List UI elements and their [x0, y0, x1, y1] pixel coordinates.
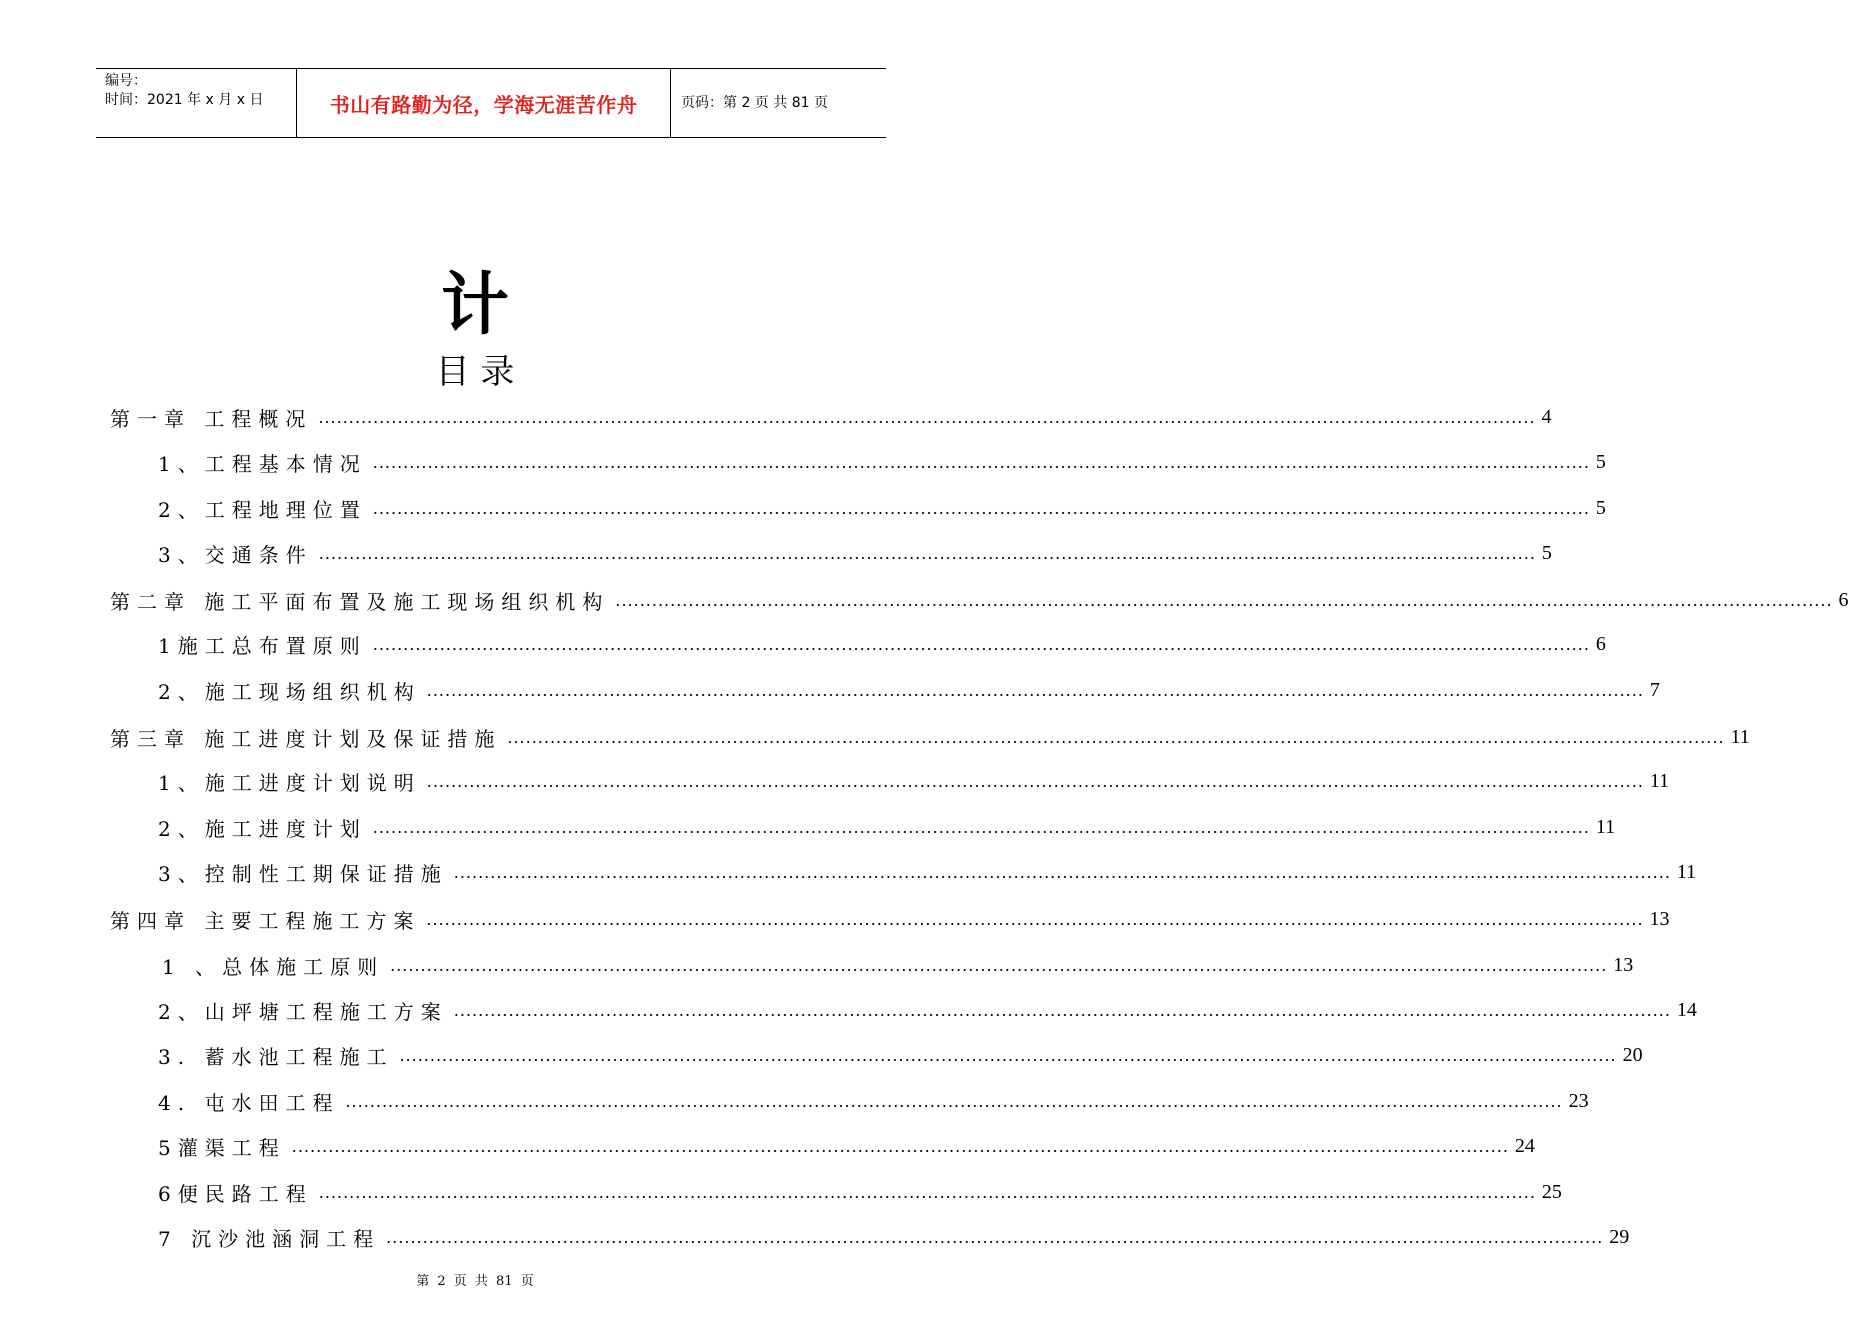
- toc-title: 目 录: [435, 352, 515, 392]
- large-character: 计: [440, 266, 509, 345]
- toc-entry-label: 1、工程基本情况: [158, 451, 367, 476]
- toc-leader-dots: ........................................................................................................................................................................................................: [426, 909, 1644, 929]
- toc-entry-label: 1、施工进度计划说明: [158, 770, 421, 795]
- toc-entry-label: 7 沉沙池涵洞工程: [158, 1226, 381, 1251]
- toc-entry-label: 2、工程地理位置: [158, 497, 367, 522]
- toc-leader-dots: ........................................................................................................................................................................................................: [318, 543, 1536, 563]
- toc-entry[interactable]: [158, 1132, 1535, 1160]
- toc-leader-dots: ........................................................................................................................................................................................................: [372, 498, 1590, 518]
- toc-entry[interactable]: [162, 951, 1634, 979]
- toc-entry-page: 11: [1595, 815, 1616, 838]
- toc-leader-dots: ........................................................................................................................................................................................................: [372, 452, 1590, 472]
- toc-entry-page: 11: [1649, 769, 1670, 792]
- toc-leader-dots: ........................................................................................................................................................................................................: [372, 817, 1590, 837]
- time-label: 时间：2021 年 x 月 x 日: [105, 92, 264, 108]
- toc-leader-dots: ........................................................................................................................................................................................................: [318, 407, 1536, 427]
- toc-entry[interactable]: [158, 676, 1660, 704]
- page-header: [96, 68, 886, 138]
- toc-entry-page: 11: [1730, 725, 1750, 748]
- toc-entry[interactable]: [158, 767, 1670, 795]
- page-footer: 第 2 页 共 81 页: [416, 1274, 534, 1289]
- toc-entry-label: 4. 屯水田工程: [158, 1090, 340, 1115]
- toc-entry-page: 13: [1613, 953, 1634, 976]
- toc-entry-page: 7: [1649, 678, 1660, 701]
- header-left-cell: [96, 69, 297, 137]
- toc-entry[interactable]: [158, 448, 1606, 476]
- toc-entry-label: 第三章 施工进度计划及保证措施: [110, 726, 502, 751]
- toc-leader-dots: ........................................................................................................................................................................................................: [399, 1045, 1617, 1065]
- toc-entry[interactable]: [110, 586, 1849, 614]
- number-label: 编号：: [105, 73, 147, 89]
- toc-entry-page: 4: [1541, 405, 1552, 428]
- toc-entry[interactable]: [158, 858, 1697, 886]
- header-middle-cell: [297, 69, 671, 137]
- toc-entry[interactable]: [158, 539, 1552, 567]
- toc-leader-dots: ........................................................................................................................................................................................................: [426, 680, 1644, 700]
- toc-entry-page: 24: [1514, 1134, 1535, 1157]
- toc-leader-dots: ........................................................................................................................................................................................................: [318, 1182, 1536, 1202]
- toc-entry-label: 3、控制性工期保证措施: [158, 861, 448, 886]
- toc-entry-page: 20: [1622, 1043, 1643, 1066]
- toc-entry-label: 6便民路工程: [158, 1181, 313, 1206]
- toc-entry-label: 3. 蓄水池工程施工: [158, 1044, 394, 1069]
- toc-entry-page: 5: [1541, 541, 1552, 564]
- toc-entry[interactable]: [110, 723, 1750, 751]
- toc-leader-dots: ........................................................................................................................................................................................................: [345, 1091, 1563, 1111]
- toc-entry[interactable]: [158, 996, 1697, 1024]
- toc-leader-dots: ........................................................................................................................................................................................................: [615, 590, 1833, 610]
- toc-entry-page: 11: [1676, 860, 1697, 883]
- toc-entry-label: 第四章 主要工程施工方案: [110, 908, 421, 933]
- toc-entry-label: 2、施工现场组织机构: [158, 679, 421, 704]
- toc-leader-dots: ........................................................................................................................................................................................................: [453, 1000, 1671, 1020]
- toc-entry-page: 14: [1676, 998, 1697, 1021]
- toc-leader-dots: ........................................................................................................................................................................................................: [390, 955, 1608, 975]
- header-slogan: 书山有路勤为径，学海无涯苦作舟: [329, 92, 638, 117]
- toc-entry-page: 29: [1609, 1225, 1630, 1248]
- toc-leader-dots: ........................................................................................................................................................................................................: [372, 634, 1590, 654]
- toc-leader-dots: ........................................................................................................................................................................................................: [386, 1227, 1604, 1247]
- toc-entry[interactable]: [110, 905, 1670, 933]
- toc-entry-label: 第二章 施工平面布置及施工现场组织机构: [110, 589, 610, 614]
- toc-entry-page: 6: [1595, 632, 1606, 655]
- toc-entry-page: 6: [1838, 588, 1849, 611]
- toc-entry[interactable]: [158, 813, 1616, 841]
- toc-leader-dots: ........................................................................................................................................................................................................: [507, 727, 1725, 747]
- toc-entry-label: 3、交通条件: [158, 542, 313, 567]
- toc-entry[interactable]: [158, 630, 1606, 658]
- toc-entry[interactable]: [158, 1087, 1589, 1115]
- page-label: 页码：第 2 页 共 81 页: [681, 95, 828, 111]
- toc-entry[interactable]: [158, 494, 1606, 522]
- toc-entry-label: 1施工总布置原则: [158, 633, 367, 658]
- toc-entry-page: 25: [1541, 1180, 1562, 1203]
- toc-entry-label: 第一章 工程概况: [110, 406, 313, 431]
- toc-entry-label: 1 、总体施工原则: [162, 954, 385, 979]
- toc-entry-label: 5灌渠工程: [158, 1135, 286, 1160]
- toc-entry-page: 23: [1568, 1089, 1589, 1112]
- toc-entry[interactable]: [158, 1041, 1643, 1069]
- toc-entry-label: 2、施工进度计划: [158, 816, 367, 841]
- header-right-cell: [671, 69, 886, 137]
- toc-entry[interactable]: [110, 403, 1552, 431]
- toc-leader-dots: ........................................................................................................................................................................................................: [291, 1136, 1509, 1156]
- toc-entry-page: 5: [1595, 496, 1606, 519]
- toc-leader-dots: ........................................................................................................................................................................................................: [453, 862, 1671, 882]
- toc-entry-label: 2、山坪塘工程施工方案: [158, 999, 448, 1024]
- toc-entry[interactable]: [158, 1178, 1562, 1206]
- toc-entry-page: 13: [1649, 907, 1670, 930]
- toc-entry-page: 5: [1595, 450, 1606, 473]
- toc-leader-dots: ........................................................................................................................................................................................................: [426, 771, 1644, 791]
- toc-entry[interactable]: [158, 1223, 1630, 1251]
